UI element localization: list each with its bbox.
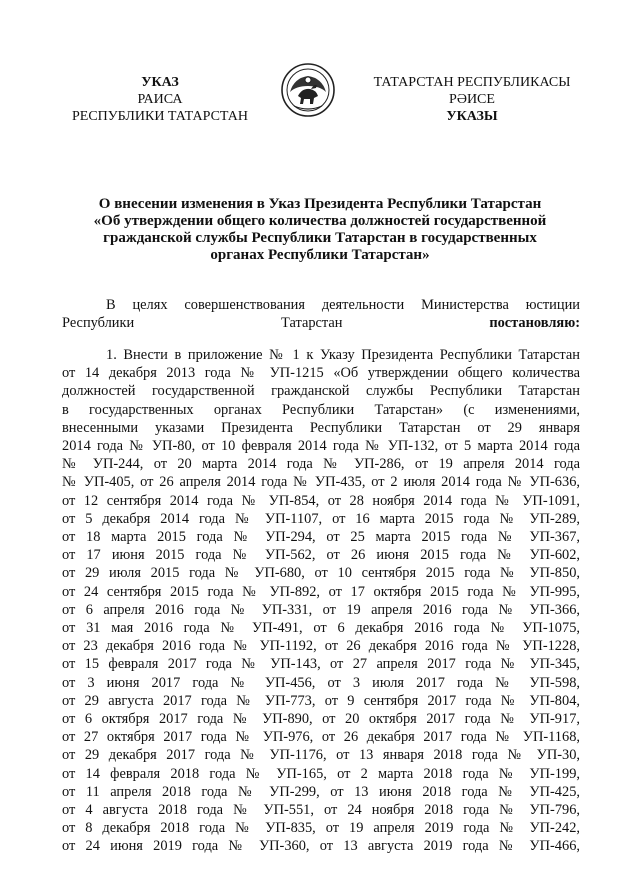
body-line: № УП-405, от 26 апреля 2014 года № УП-435, от 2 июля 2014 года № УП-636, <box>62 474 580 491</box>
header-right-line-1: ТАТАРСТАН РЕСПУБЛИКАСЫ <box>373 75 571 90</box>
header-left-block <box>60 74 260 125</box>
body-line: от 14 декабря 2013 года № УП-1215 «Об утверждении общего количества <box>62 365 580 382</box>
title-line: О внесении изменения в Указ Президента Республики Татарстан <box>98 196 542 212</box>
body-line: 1. Внести в приложение № 1 к Указу Президента Республики Татарстан <box>106 347 580 363</box>
body-line: от 29 июля 2015 года № УП-680, от 10 сентября 2015 года № УП-850, <box>62 565 580 582</box>
intro-line-1: В целях совершенствования деятельности Министерства юстиции <box>106 297 580 313</box>
title-line: гражданской службы Республики Татарстан в государственных <box>103 230 537 246</box>
header-left-line-2: РАИСА <box>137 92 183 107</box>
body-line: от 17 июня 2015 года № УП-562, от 26 июня 2015 года № УП-602, <box>62 547 580 564</box>
body-line: № УП-244, от 20 марта 2014 года № УП-286, от 19 апреля 2014 года <box>62 456 580 473</box>
intro-line-2 <box>62 314 580 332</box>
body-line: от 15 февраля 2017 года № УП-143, от 27 апреля 2017 года № УП-345, <box>62 656 580 673</box>
title-line: «Об утверждении общего количества должностей государственной <box>93 213 547 229</box>
body-line: от 24 сентября 2015 года № УП-892, от 17 октября 2015 года № УП-995, <box>62 583 580 600</box>
body-line: от 12 сентября 2014 года № УП-854, от 28 ноября 2014 года № УП-1091, <box>62 492 580 509</box>
header-right-block <box>352 74 592 125</box>
header-right-line-2: РӘИСЕ <box>449 92 495 107</box>
body-line: от 4 августа 2018 года № УП-551, от 24 ноября 2018 года № УП-796, <box>62 802 580 819</box>
body-line: в государственных органах Республики Татарстан» (с изменениями, <box>62 401 580 418</box>
body-line: 2014 года № УП-80, от 10 февраля 2014 года № УП-132, от 5 марта 2014 года <box>62 438 580 455</box>
body-line: от 6 октября 2017 года № УП-890, от 20 октября 2017 года № УП-917, <box>62 711 580 728</box>
body-line: от 14 февраля 2018 года № УП-165, от 2 марта 2018 года № УП-199, <box>62 765 580 782</box>
body-line: от 8 декабря 2018 года № УП-835, от 19 апреля 2019 года № УП-242, <box>62 820 580 837</box>
body-line: от 3 июня 2017 года № УП-456, от 3 июля 2017 года № УП-598, <box>62 674 580 691</box>
body-line: от 6 апреля 2016 года № УП-331, от 19 апреля 2016 года № УП-366, <box>62 601 580 618</box>
body-line: от 11 апреля 2018 года № УП-299, от 13 июня 2018 года № УП-425, <box>62 783 580 800</box>
intro-line-2-text: Республики Татарстан <box>62 315 490 332</box>
body-line: должностей государственной гражданской службы Республики Татарстан <box>62 383 580 400</box>
header-left-line-3: РЕСПУБЛИКИ ТАТАРСТАН <box>71 109 248 124</box>
tatarstan-coat-of-arms-icon <box>280 62 336 118</box>
body-line: от 29 декабря 2017 года № УП-1176, от 13 января 2018 года № УП-30, <box>62 747 580 764</box>
body-line: от 27 октября 2017 года № УП-976, от 26 декабря 2017 года № УП-1168, <box>62 729 580 746</box>
decree-title <box>60 196 580 264</box>
header-left-line-1: УКАЗ <box>141 75 179 90</box>
header-right-line-3: УКАЗЫ <box>446 109 498 124</box>
body-line: внесенными указами Президента Республики Татарстан от 29 января <box>62 419 580 436</box>
intro-line-2-bold: постановляю: <box>489 315 580 332</box>
body-line: от 24 июня 2019 года № УП-360, от 13 августа 2019 года № УП-466, <box>62 838 580 855</box>
body-line: от 18 марта 2015 года № УП-294, от 25 марта 2015 года № УП-367, <box>62 529 580 546</box>
title-line: органах Республики Татарстан» <box>210 247 430 263</box>
document-header <box>0 62 640 132</box>
body-line: от 29 августа 2017 года № УП-773, от 9 сентября 2017 года № УП-804, <box>62 692 580 709</box>
body-line: от 5 декабря 2014 года № УП-1107, от 16 марта 2015 года № УП-289, <box>62 510 580 527</box>
main-paragraph <box>62 346 580 856</box>
intro-paragraph <box>62 296 580 332</box>
body-line: от 31 мая 2016 года № УП-491, от 6 декабря 2016 года № УП-1075, <box>62 620 580 637</box>
body-line: от 23 декабря 2016 года № УП-1192, от 26 декабря 2016 года № УП-1228, <box>62 638 580 655</box>
